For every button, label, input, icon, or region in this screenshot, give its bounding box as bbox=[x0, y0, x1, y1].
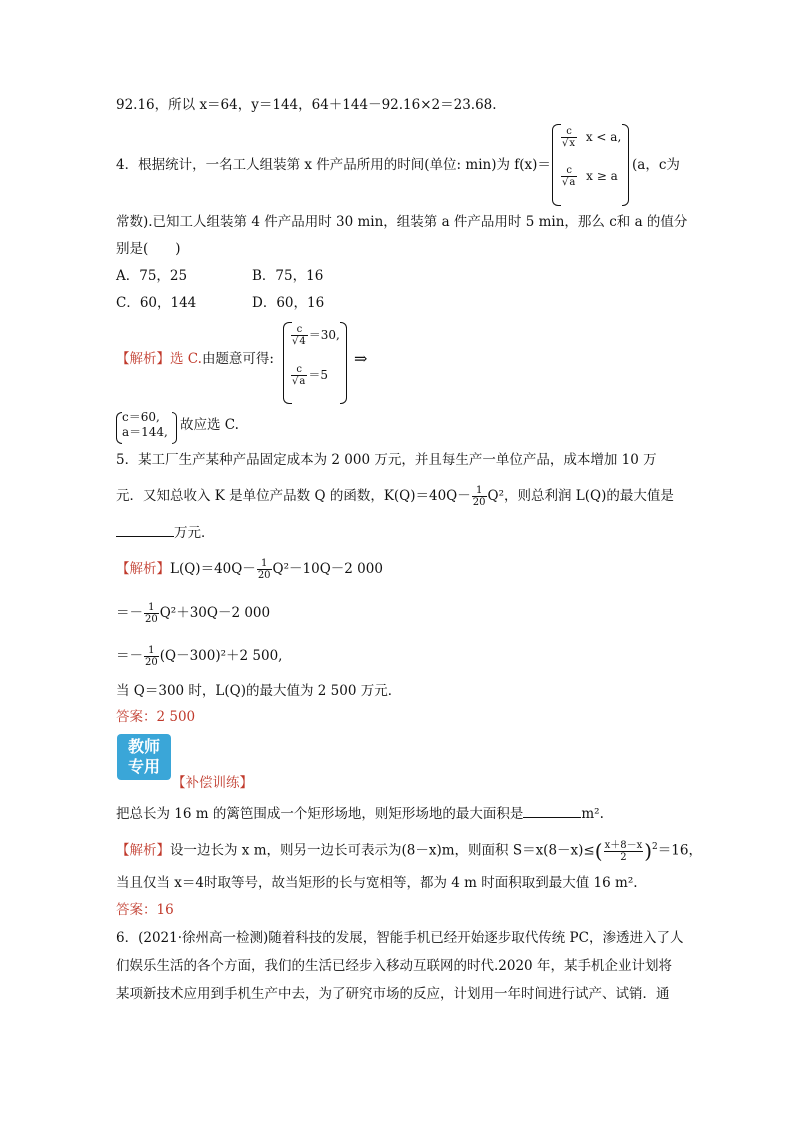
q5-frac-num: 1 bbox=[472, 485, 487, 497]
supplement-sol-den: 2 bbox=[620, 851, 627, 863]
q5-frac-den: 20 bbox=[472, 497, 486, 508]
q5-stem-c bbox=[116, 522, 215, 542]
q4-piece2-den: a bbox=[569, 177, 576, 188]
q5-answer: 答案：2 500 bbox=[116, 709, 196, 725]
badge-line2: 专用 bbox=[127, 757, 160, 776]
q5-stem-b bbox=[116, 485, 674, 508]
q5-l1-frac-den: 20 bbox=[257, 570, 271, 581]
q6-line1: 6．(2021·徐州高一检测)随着科技的发展，智能手机已经开始逐步取代传统 PC，渗透进入了人 bbox=[116, 930, 684, 946]
supplement-sol-a: 设一边长为 x m，则另一边长可表示为(8－x)m，则面积 S＝x(8－x)≤ bbox=[170, 842, 595, 859]
q4-option-b: B．75，16 bbox=[252, 268, 324, 284]
q4-stem-d: 别是( ) bbox=[116, 241, 181, 257]
q4-stem-b: (a，c为 bbox=[632, 157, 680, 173]
supplement-sol-line1: 【解析】设一边长为 x m，则另一边长可表示为(8－x)m，则面积 S＝x(8－x)≤( $\frac{x+8-x}{2}$ )$^2$＝16， bbox=[116, 839, 702, 863]
q5-sol-line3 bbox=[116, 645, 282, 668]
q5-sol-line2 bbox=[116, 602, 270, 625]
badge-line1: 教师 bbox=[127, 737, 160, 756]
q4-result-brace-right bbox=[172, 412, 177, 444]
q5-l1-frac-num: 1 bbox=[257, 558, 272, 570]
q5-l3-frac-den: 20 bbox=[145, 657, 158, 668]
q4-solution bbox=[116, 350, 274, 368]
q4-piece1-num: c bbox=[561, 126, 577, 138]
q5-l3b: (Q－300)²＋2 500, bbox=[159, 648, 283, 664]
supplement-stem bbox=[116, 803, 604, 823]
supplement-stem-a: 把总长为 16 m 的篱笆围成一个矩形场地，则矩形场地的最大面积是 bbox=[116, 806, 524, 822]
q4-solution-text: 由题意可得: bbox=[201, 351, 274, 367]
q4-stem-c: 常数).已知工人组装第 4 件产品用时 30 min，组装第 a 件产品用时 5 min，那么 c和 a 的值分 bbox=[116, 214, 688, 230]
q5-l2-frac-num: 1 bbox=[144, 602, 159, 614]
q5-solution-tag: 【解析】 bbox=[116, 561, 170, 577]
q4-system-eq2: $\frac{c}{√a}$ ＝5 bbox=[292, 364, 328, 387]
q5-sol-line4: 当 Q＝300 时，L(Q)的最大值为 2 500 万元． bbox=[116, 683, 402, 699]
q6-line3: 某项新技术应用到手机生产中去，为了研究市场的反应，计划用一年时间进行试产、试销．通 bbox=[116, 986, 670, 1002]
q3-tail: 92.16，所以 x＝64，y＝144，64＋144－92.16×2＝23.68. bbox=[116, 97, 497, 113]
q4-piece2-cond: x ≥ a bbox=[586, 169, 618, 183]
q4-option-a: A．75，25 bbox=[116, 268, 188, 284]
q4-sys2-rhs: ＝5 bbox=[308, 368, 328, 382]
q5-l2-frac-den: 20 bbox=[145, 614, 158, 625]
q4-option-d: D．60，16 bbox=[252, 295, 325, 311]
q4-solution-tag: 【解析】 bbox=[116, 351, 170, 367]
q4-stem-line1 bbox=[116, 156, 551, 174]
q4-piece1-den: x bbox=[569, 138, 576, 149]
supplement-sol-num: x＋8－x bbox=[604, 839, 643, 851]
q5-l1b: Q²－10Q－2 000 bbox=[272, 561, 383, 577]
q6-line2: 们娱乐生活的各个方面，我们的生活已经步入移动互联网的时代.2020 年，某手机企业计划将 bbox=[116, 958, 672, 974]
q4-piece2-num: c bbox=[561, 165, 577, 177]
q5-l2b: Q²＋30Q－2 000 bbox=[159, 605, 271, 621]
q4-stem-a: 4．根据统计，一名工人组装第 x 件产品所用的时间(单位: min)为 f(x)＝ bbox=[116, 157, 551, 173]
q4-solution-choice: 选 C. bbox=[170, 351, 202, 367]
q5-l1a: L(Q)＝40Q－ bbox=[170, 561, 256, 577]
q4-sys1-rhs: ＝30, bbox=[308, 328, 340, 342]
q4-system-eq1: $\frac{c}{√4}$ ＝30, bbox=[292, 324, 340, 347]
q4-result-2: a＝144, bbox=[122, 425, 168, 439]
q4-sys2-num: c bbox=[291, 364, 307, 376]
q4-result-1: c＝60, bbox=[122, 410, 160, 424]
q5-sol-line1 bbox=[116, 558, 383, 581]
supplement-stem-b: m². bbox=[581, 806, 604, 822]
q5-stem-a: 5．某工厂生产某种产品固定成本为 2 000 万元，并且每生产一单位产品，成本增加 10 万 bbox=[116, 452, 657, 468]
q4-result-tail: 故应选 C. bbox=[180, 417, 239, 433]
q4-option-c: C．60，144 bbox=[116, 295, 197, 311]
q5-stem-c-text: 万元． bbox=[174, 525, 215, 541]
supplement-title: 【补偿训练】 bbox=[172, 775, 253, 791]
q4-sys1-num: c bbox=[291, 324, 308, 336]
q5-answer-blank bbox=[116, 522, 174, 537]
supplement-sol-b: ＝16， bbox=[657, 842, 702, 859]
supplement-answer: 答案：16 bbox=[116, 902, 174, 918]
q5-l3-frac-num: 1 bbox=[144, 645, 159, 657]
teacher-only-badge bbox=[117, 734, 171, 780]
q4-piece1-cond: x < a, bbox=[585, 130, 622, 144]
q5-stem-b2: Q²，则总利润 L(Q)的最大值是 bbox=[487, 488, 674, 504]
q5-l3a: ＝－ bbox=[116, 648, 143, 664]
q4-piece2: $\frac{c}{√a}$ x ≥ a bbox=[562, 165, 618, 188]
q4-system-brace-right bbox=[340, 322, 347, 404]
q4-sys1-den: 4 bbox=[299, 336, 306, 347]
q4-sys2-den: a bbox=[299, 376, 306, 387]
q4-piece1: $\frac{c}{√x}$ x < a, bbox=[562, 126, 622, 149]
q4-piecewise-brace-right bbox=[622, 124, 629, 206]
supplement-answer-blank bbox=[523, 803, 581, 818]
supplement-solution-tag: 【解析】 bbox=[116, 842, 170, 859]
q5-stem-b1: 元．又知总收入 K 是单位产品数 Q 的函数，K(Q)＝40Q－ bbox=[116, 488, 471, 504]
q5-l2a: ＝－ bbox=[116, 605, 143, 621]
q4-implies-arrow: ⇒ bbox=[354, 349, 368, 368]
supplement-sol-line2: 当且仅当 x＝4时取等号，故当矩形的长与宽相等，都为 4 m 时面积取到最大值 16 m². bbox=[116, 875, 638, 891]
